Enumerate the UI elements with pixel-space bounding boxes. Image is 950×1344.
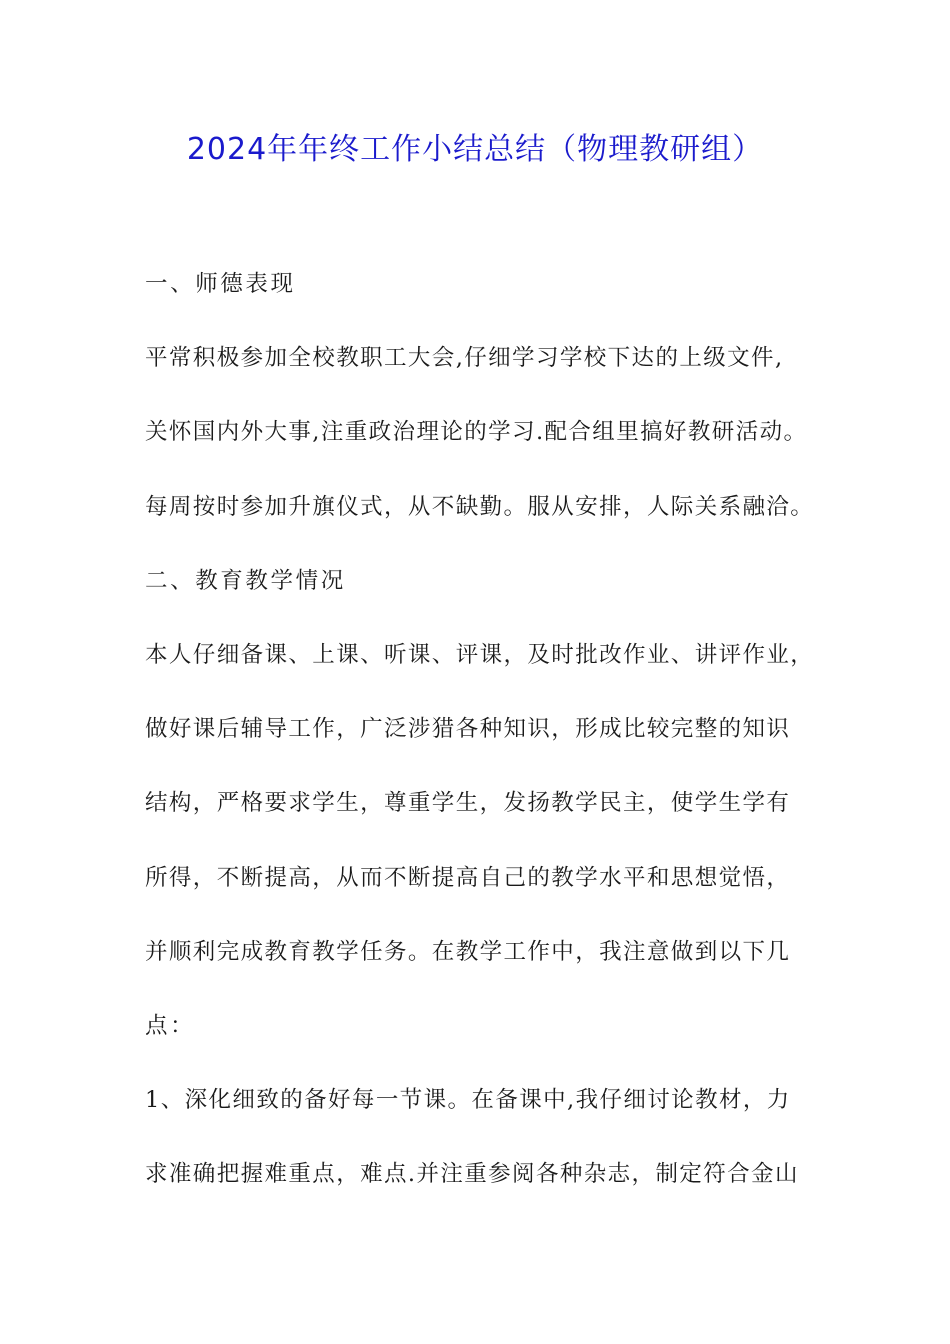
paragraph-line: 并顺利完成教育教学任务。在教学工作中，我注意做到以下几 xyxy=(145,938,791,965)
list-item-line: 1、深化细致的备好每一节课。在备课中,我仔细讨论教材，力 xyxy=(145,1087,791,1114)
paragraph-line: 点： xyxy=(145,1012,196,1039)
section-heading-teaching: 二、教育教学情况 xyxy=(145,567,346,594)
paragraph-line: 求准确把握难重点，难点.并注重参阅各种杂志，制定符合金山 xyxy=(145,1161,799,1188)
paragraph-line: 平常积极参加全校教职工大会,仔细学习学校下达的上级文件, xyxy=(145,345,784,372)
section-heading-teacher-ethics: 一、师德表现 xyxy=(145,271,296,297)
paragraph-line: 结构，严格要求学生，尊重学生，发扬教学民主，使学生学有 xyxy=(145,790,791,817)
document-body xyxy=(145,262,825,1226)
paragraph-line: 关怀国内外大事,注重政治理论的学习.配合组里搞好教研活动。 xyxy=(145,419,808,446)
paragraph-line: 本人仔细备课、上课、听课、评课，及时批改作业、讲评作业， xyxy=(145,641,815,668)
paragraph-line: 做好课后辅导工作，广泛涉猎各种知识，形成比较完整的知识 xyxy=(145,716,791,743)
paragraph-line: 每周按时参加升旗仪式，从不缺勤。服从安排，人际关系融洽。 xyxy=(145,493,815,520)
paragraph-line: 所得，不断提高，从而不断提高自己的教学水平和思想觉悟， xyxy=(145,864,791,891)
document-title: 2024年年终工作小结总结（物理教研组） xyxy=(186,132,764,167)
